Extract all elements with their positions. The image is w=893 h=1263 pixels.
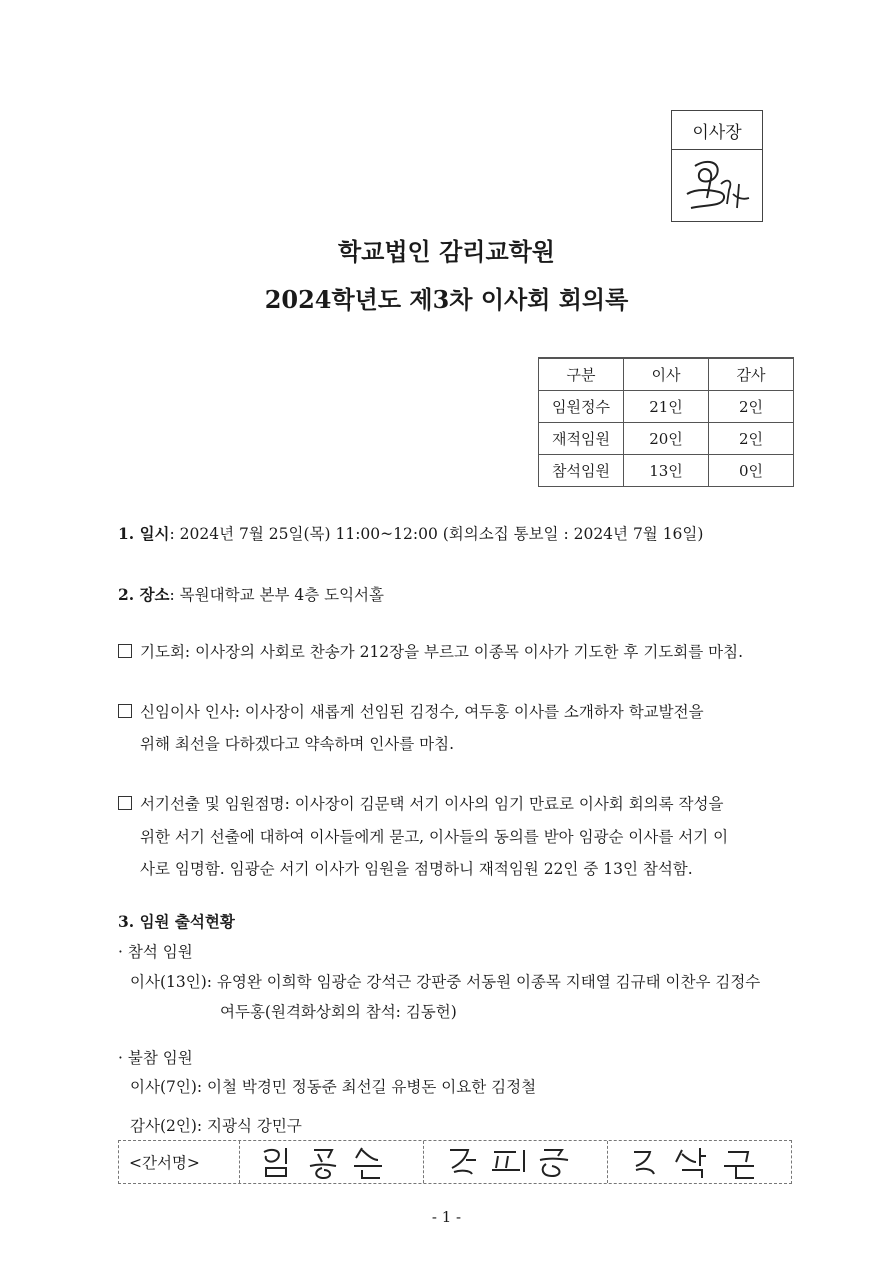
prayer-item — [118, 640, 743, 662]
document-subtitle: 2024학년도 제3차 이사회 회의록 — [264, 285, 629, 314]
document-title: 학교법인 감리교학원 — [337, 237, 555, 266]
table-cell: 20인 — [624, 423, 709, 455]
table-header-cell: 이사 — [624, 358, 709, 391]
present-label: · 참석 임원 — [118, 943, 193, 961]
meeting-location — [118, 583, 384, 605]
checkbox-icon — [118, 644, 132, 658]
chairman-signature-icon — [672, 150, 762, 222]
auditors-line: 감사(2인): 지광식 강민구 — [130, 1117, 302, 1135]
present-directors-line2: 여두홍(원격화상회의 참석: 김동헌) — [220, 1003, 457, 1021]
signature-label: <간서명> — [129, 1154, 200, 1172]
approval-box — [671, 110, 763, 222]
meeting-datetime — [118, 522, 703, 544]
prayer-text: 기도회: 이사장의 사회로 찬송가 212장을 부르고 이종목 이사가 기도한 후 기도회를 마침. — [140, 643, 744, 661]
absent-label: · 불참 임원 — [118, 1049, 193, 1067]
table-cell: 21인 — [624, 391, 709, 423]
greeting-text-line1: 신임이사 인사: 이사장이 새롭게 선임된 김정수, 여두홍 이사를 소개하자 학교발전을 — [140, 703, 704, 721]
location-label: 2. 장소 — [118, 585, 170, 604]
present-directors-line1: 이사(13인): 유영완 이희학 임광순 강석근 강판중 서동원 이종목 지태열 김규태 이찬우 김정수 — [130, 973, 761, 991]
signature-lim-icon — [252, 1142, 412, 1182]
table-cell: 참석임원 — [539, 455, 624, 487]
checkbox-icon — [118, 704, 132, 718]
signature-cell-1 — [239, 1141, 423, 1183]
location-text: : 목원대학교 본부 4층 도익서홀 — [169, 586, 384, 604]
page-number: - 1 - — [431, 1208, 462, 1226]
datetime-text: : 2024년 7월 25일(목) 11:00~12:00 (회의소집 통보일 : 2024년 7월 16일) — [169, 525, 704, 543]
table-header-cell: 구분 — [539, 358, 624, 391]
table-cell: 13인 — [624, 455, 709, 487]
table-cell: 임원정수 — [539, 391, 624, 423]
officer-table — [538, 357, 794, 487]
table-cell: 2인 — [709, 391, 794, 423]
approval-label: 이사장 — [672, 111, 762, 150]
signature-kang-seok-icon — [620, 1142, 780, 1182]
secretary-text-line2: 위한 서기 선출에 대하여 이사들에게 묻고, 이사들의 동의를 받아 임광순 이사를 서기 이 — [140, 828, 729, 846]
table-header-cell: 감사 — [709, 358, 794, 391]
secretary-text-line3: 사로 임명함. 임광순 서기 이사가 임원을 점명하니 재적임원 22인 중 13인 참석함. — [140, 860, 693, 878]
signature-cell-2 — [423, 1141, 607, 1183]
table-cell: 재적임원 — [539, 423, 624, 455]
greeting-text-line2: 위해 최선을 다하겠다고 약속하며 인사를 마침. — [140, 735, 455, 753]
attendance-heading: 3. 임원 출석현황 — [118, 912, 235, 931]
table-row — [539, 391, 794, 423]
datetime-label: 1. 일시 — [118, 524, 170, 543]
table-row — [539, 423, 794, 455]
table-cell: 2인 — [709, 423, 794, 455]
signature-cell-3 — [607, 1141, 791, 1183]
table-row — [539, 455, 794, 487]
secretary-text-line1: 서기선출 및 임원점명: 이사장이 김문택 서기 이사의 임기 만료로 이사회 회의록 작성을 — [140, 795, 724, 813]
greeting-item — [118, 700, 704, 722]
table-cell: 0인 — [709, 455, 794, 487]
signature-strip — [118, 1140, 792, 1184]
table-header-row — [539, 358, 794, 391]
secretary-item — [118, 792, 723, 814]
signature-kang-icon — [436, 1142, 596, 1182]
checkbox-icon — [118, 796, 132, 810]
absent-directors: 이사(7인): 이철 박경민 정동준 최선길 유병돈 이요한 김정철 — [130, 1078, 537, 1096]
